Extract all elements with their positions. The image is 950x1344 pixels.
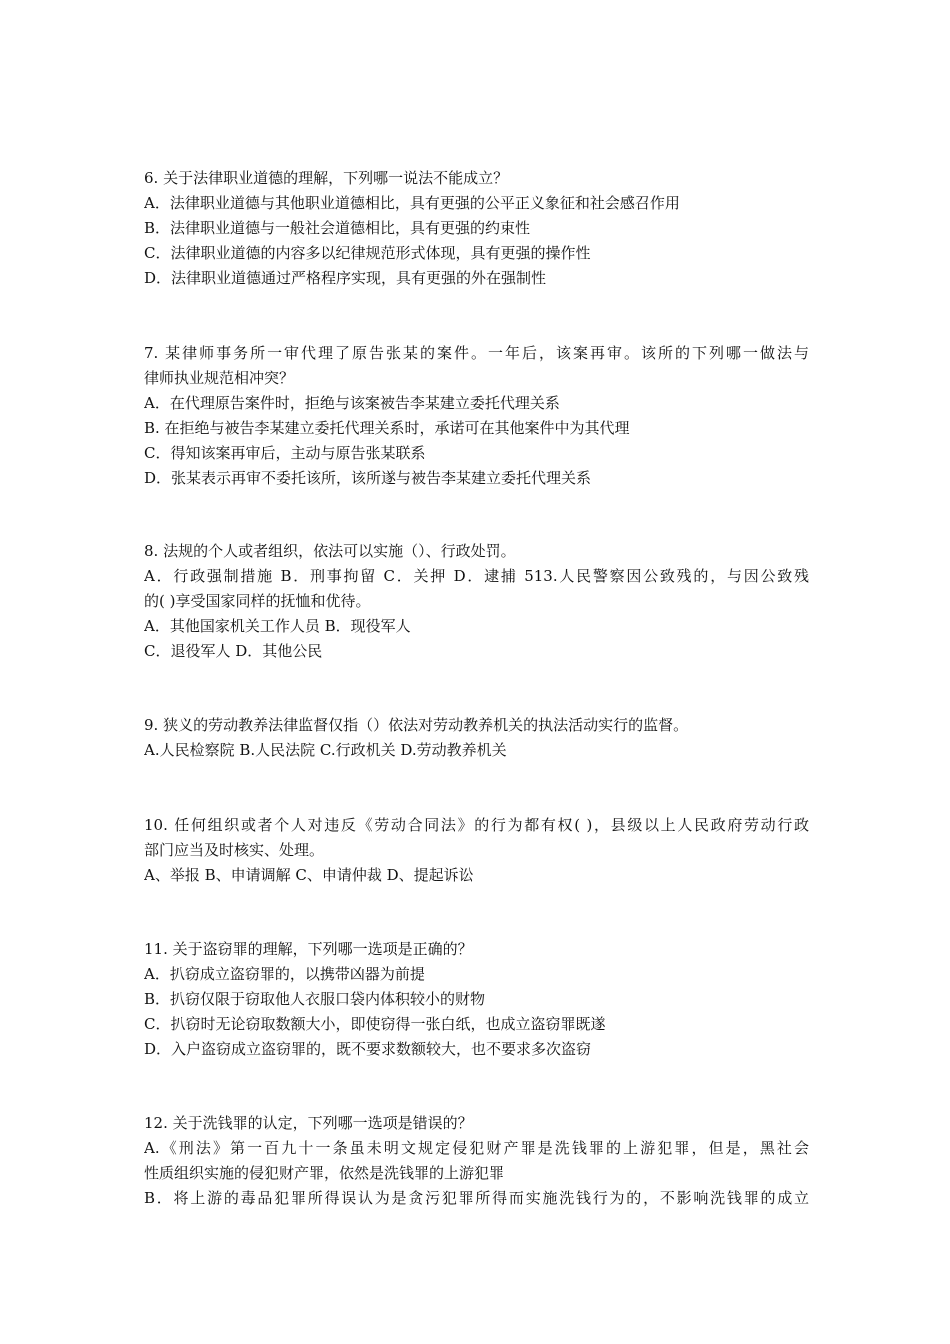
question-stem-continued: 律师执业规范相冲突？	[144, 369, 295, 387]
question-7	[144, 341, 809, 491]
question-stem: 10. 任何组织或者个人对违反《劳动合同法》的行为都有权( )，县级以上人民政府劳动行政	[144, 816, 809, 834]
option-a-continued: 性质组织实施的侵犯财产罪，依然是洗钱罪的上游犯罪	[144, 1164, 505, 1182]
option-b: B．将上游的毒品犯罪所得误认为是贪污犯罪所得而实施洗钱行为的，不影响洗钱罪的成立	[144, 1189, 809, 1207]
option-c: C．得知该案再审后，主动与原告张某联系	[144, 444, 426, 462]
option-c: C．法律职业道德的内容多以纪律规范形式体现，具有更强的操作性	[144, 244, 591, 262]
question-stem-continued: 部门应当及时核实、处理。	[144, 841, 325, 859]
options-ab: A．其他国家机关工作人员 B．现役军人	[144, 617, 411, 635]
option-d: D．法律职业道德通过严格程序实现，具有更强的外在强制性	[144, 269, 547, 287]
question-stem: 9. 狭义的劳动教养法律监督仅指（）依法对劳动教养机关的执法活动实行的监督。	[144, 716, 689, 734]
options-line: A．行政强制措施 B．刑事拘留 C．关押 D．逮捕 513.人民警察因公致残的，与因公致残	[144, 567, 809, 585]
question-8	[144, 539, 809, 664]
option-b: B．扒窃仅限于窃取他人衣服口袋内体积较小的财物	[144, 990, 486, 1008]
question-9	[144, 713, 809, 763]
options-line: A、举报 B、申请调解 C、申请仲裁 D、提起诉讼	[144, 866, 474, 884]
question-stem: 8. 法规的个人或者组织，依法可以实施（）、行政处罚。	[144, 542, 516, 560]
options-cd: C．退役军人 D．其他公民	[144, 642, 323, 660]
option-d: D．入户盗窃成立盗窃罪的，既不要求数额较大，也不要求多次盗窃	[144, 1040, 592, 1058]
question-stem: 12. 关于洗钱罪的认定，下列哪一选项是错误的？	[144, 1114, 473, 1132]
question-6	[144, 166, 809, 291]
option-b: B．法律职业道德与一般社会道德相比，具有更强的约束性	[144, 219, 531, 237]
option-a: A.《刑法》第一百九十一条虽未明文规定侵犯财产罪是洗钱罪的上游犯罪，但是，黑社会	[144, 1139, 809, 1157]
question-stem: 7. 某律师事务所一审代理了原告张某的案件。一年后，该案再审。该所的下列哪一做法与	[144, 344, 809, 362]
option-a: A．在代理原告案件时，拒绝与该案被告李某建立委托代理关系	[144, 394, 560, 412]
option-d: D．张某表示再审不委托该所，该所遂与被告李某建立委托代理关系	[144, 469, 592, 487]
question-stem: 6. 关于法律职业道德的理解，下列哪一说法不能成立？	[144, 169, 509, 187]
question-stem: 11. 关于盗窃罪的理解，下列哪一选项是正确的？	[144, 940, 473, 958]
question-11	[144, 937, 809, 1062]
option-a: A．扒窃成立盗窃罪的，以携带凶器为前提	[144, 965, 425, 983]
option-a: A．法律职业道德与其他职业道德相比，具有更强的公平正义象征和社会感召作用	[144, 194, 680, 212]
options-line: A.人民检察院 B.人民法院 C.行政机关 D.劳动教养机关	[144, 741, 507, 759]
option-c: C．扒窃时无论窃取数额大小，即使窃得一张白纸，也成立盗窃罪既遂	[144, 1015, 606, 1033]
question-10	[144, 813, 809, 888]
option-b: B. 在拒绝与被告李某建立委托代理关系时，承诺可在其他案件中为其代理	[144, 419, 630, 437]
question-513-stem: 的( )享受国家同样的抚恤和优待。	[144, 592, 371, 610]
question-12	[144, 1111, 809, 1211]
